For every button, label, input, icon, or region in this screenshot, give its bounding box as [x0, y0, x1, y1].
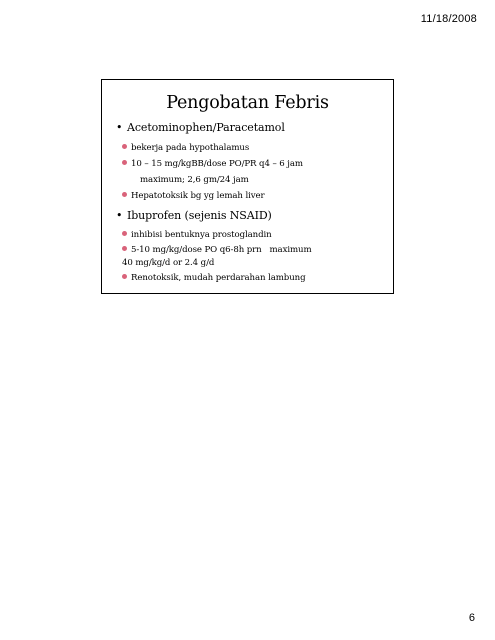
- list-item-text: Hepatotoksik bg yg lemah liver: [131, 191, 265, 201]
- list-item: [122, 159, 303, 169]
- list-item: [122, 273, 305, 283]
- list-item-text: 10 – 15 mg/kgBB/dose PO/PR q4 – 6 jam: [131, 159, 303, 169]
- bullet-dot-icon: •: [116, 209, 123, 222]
- list-item: [122, 191, 265, 201]
- slide-title: Pengobatan Febris: [166, 93, 329, 113]
- bullet-dot-icon: •: [116, 121, 123, 134]
- bullet-ibuprofen: [116, 209, 272, 222]
- list-item-continuation: maximum; 2,6 gm/24 jam: [140, 175, 249, 185]
- bullet-heading: Acetominophen/Paracetamol: [127, 121, 285, 134]
- sub-bullet-icon: [122, 192, 127, 197]
- sub-bullet-icon: [122, 160, 127, 165]
- sub-bullet-icon: [122, 246, 127, 251]
- bullet-acetaminophen: [116, 121, 285, 134]
- date-header: 11/18/2008: [420, 13, 477, 25]
- list-item-text: Renotoksik, mudah perdarahan lambung: [131, 273, 306, 283]
- list-item-text: inhibisi bentuknya prostoglandin: [131, 230, 272, 240]
- sub-bullet-icon: [122, 144, 127, 149]
- list-item-text: bekerja pada hypothalamus: [131, 143, 250, 153]
- list-item: [122, 143, 249, 153]
- bullet-heading: Ibuprofen (sejenis NSAID): [127, 209, 272, 222]
- list-item-continuation: 40 mg/kg/d or 2.4 g/d: [122, 258, 215, 268]
- list-item: [122, 245, 312, 255]
- slide-frame: [101, 79, 394, 294]
- sub-bullet-icon: [122, 274, 127, 279]
- sub-bullet-icon: [122, 231, 127, 236]
- list-item-text: 5-10 mg/kg/dose PO q6-8h prn maximum: [131, 245, 312, 255]
- page-number: 6: [468, 612, 475, 624]
- list-item: [122, 230, 272, 240]
